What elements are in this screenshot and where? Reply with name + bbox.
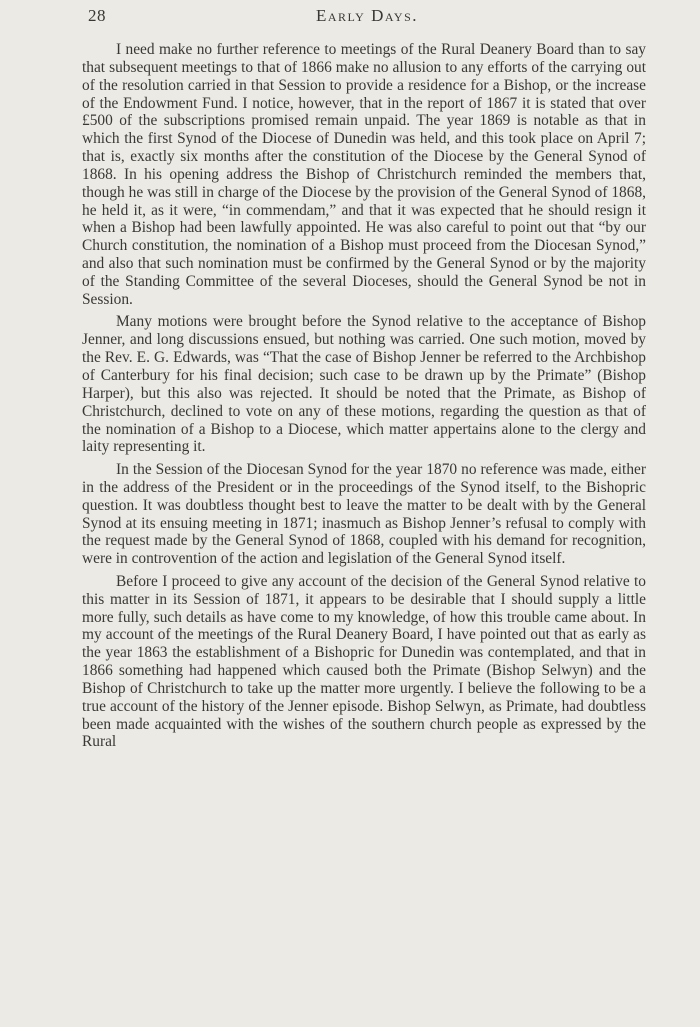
paragraph-2: Many motions were brought before the Synod relative to the acceptance of Bishop Jenner, and long discussions ensued, but nothing was carried. One such motion, moved by the Rev. E. G. Edwards, was “That the case of Bishop Jenner be referred to the Archbishop of Canterbury for his final decision; such case to be drawn up by the Primate” (Bishop Harper), but this also was rejected. It should be noted that the Primate, as Bishop of Christchurch, declined to vote on any of these motions, regarding the question as that of the nomination of a Bishop to a Diocese, which matter appertains alone to the clergy and laity representing it. <box>82 313 646 456</box>
paragraph-4: Before I proceed to give any account of the decision of the General Synod relative to this matter in its Session of 1871, it appears to be desirable that I should supply a little more fully, such details as have come to my knowledge, of how this trouble came about. In my account of the meetings of the Rural Deanery Board, I have pointed out that as early as the year 1863 the establishment of a Bishopric for Dunedin was contemplated, and that in 1866 something had happened which caused both the Primate (Bishop Selwyn) and the Bishop of Christchurch to take up the matter more urgently. I believe the following to be a true account of the history of the Jenner episode. Bishop Selwyn, as Primate, had doubtless been made acquainted with the wishes of the southern church people as expressed by the Rural <box>82 572 646 751</box>
paragraph-3: In the Session of the Diocesan Synod for the year 1870 no reference was made, either in the address of the President or in the proceedings of the Synod itself, to the Bishopric question. It was doubtless thought best to leave the matter to be dealt with by the General Synod at its ensuing meeting in 1871; inasmuch as Bishop Jenner’s refusal to comply with the request made by the General Synod of 1868, coupled with his demand for recognition, were in controvention of the action and legislation of the General Synod itself. <box>82 461 646 568</box>
page-header <box>88 6 646 28</box>
page-number: 28 <box>88 6 106 25</box>
body-text <box>82 41 646 756</box>
running-title: Early Days. <box>315 6 419 25</box>
paragraph-1: I need make no further reference to meetings of the Rural Deanery Board than to say that subsequent meetings to that of 1866 make no allusion to any efforts of the carrying out of the resolution carried in that Session to provide a residence for a Bishop, or the increase of the Endowment Fund. I notice, however, that in the report of 1867 it is stated that over £500 of the subscriptions promised remain unpaid. The year 1869 is notable as that in which the first Synod of the Diocese of Dunedin was held, and this took place on April 7; that is, exactly six months after the constitution of the Diocese by the General Synod of 1868. In his opening address the Bishop of Christchurch reminded the members that, though he was still in charge of the Diocese by the provision of the General Synod of 1868, he held it, as it were, “in commendam,” and that it was expected that he should resign it when a Bishop had been lawfully appointed. He was also careful to point out that “by our Church constitution, the nomination of a Bishop must proceed from the Diocesan Synod,” and also that such nomination must be confirmed by the General Synod or by the majority of the Standing Committee of the several Dioceses, should the General Synod be not in Session. <box>82 41 646 308</box>
